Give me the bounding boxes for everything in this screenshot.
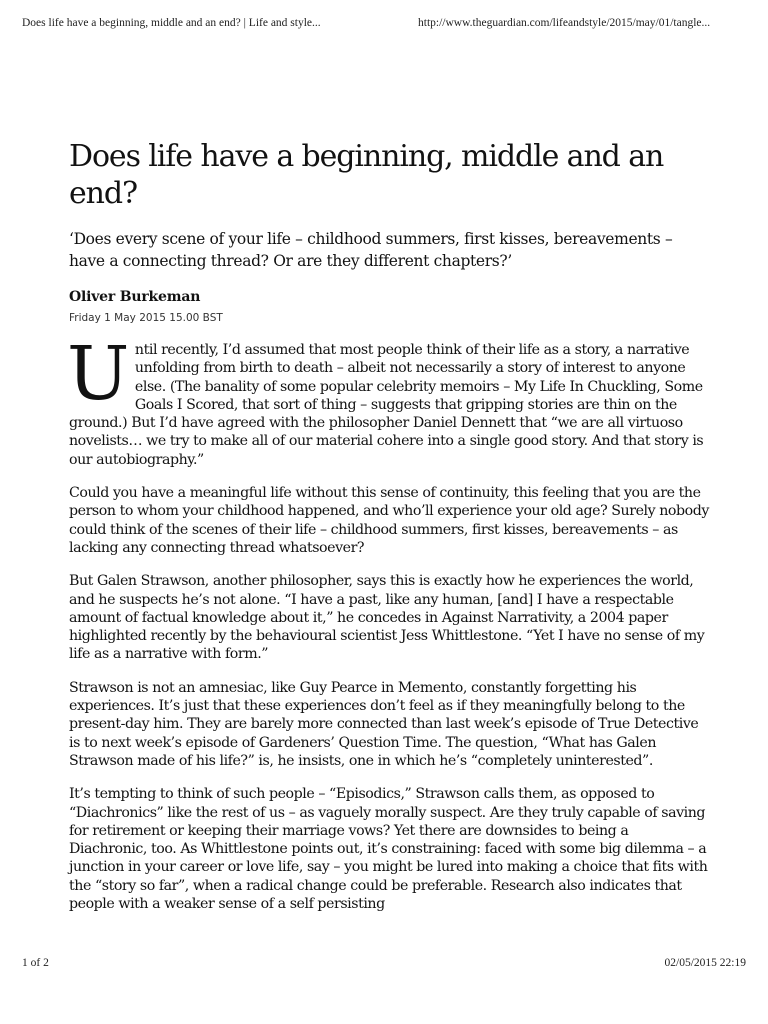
print-timestamp: 02/05/2015 22:19 (664, 957, 746, 969)
print-footer (22, 957, 746, 973)
print-header-url[interactable]: http://www.theguardian.com/lifeandstyle/2015/may/01/tangle... (418, 17, 711, 29)
article-headline: Does life have a beginning, middle and an end? (69, 139, 664, 211)
article-standfirst: ‘Does every scene of your life – childhood summers, first kisses, bereavements – have a connecting thread? Or are they different chapters?’ (69, 230, 673, 270)
print-header-title: Does life have a beginning, middle and an end? | Life and style... (22, 17, 321, 29)
article (69, 138, 709, 928)
body-paragraph-1 (67, 331, 709, 469)
article-dateline: Friday 1 May 2015 15.00 BST (69, 312, 223, 324)
body-paragraph-5: It’s tempting to think of such people – “Episodics,” Strawson calls them, as opposed to “Diachronics” like the rest of us – as vaguely morally suspect. Are they truly capable of saving for retirement or keeping their marriage vows? Yet there are downsides to being a Diachronic, too. As Whittlestone points out, it’s constraining: faced with some big dilemma – a junction in your career or love life, say – you might be lured into making a choice that fits with the “story so far”, when a radical change could be preferable. Research also indicates that people with a weaker sense of a self persisting (69, 786, 708, 913)
page-number: 1 of 2 (22, 957, 49, 969)
body-paragraph-3: But Galen Strawson, another philosopher, says this is exactly how he experiences the world, and he suspects he’s not alone. “I have a past, like any human, [and] I have a respectable amount of factual knowledge about it,” he concedes in Against Narrativity, a 2004 paper highlighted recently by the behavioural scientist Jess Whittlestone. “Yet I have no sense of my life as a narrative with form.” (69, 573, 705, 663)
body-paragraph-2: Could you have a meaningful life without this sense of continuity, this feeling that you are the person to whom your childhood happened, and who’ll experience your old age? Surely nobody could think of the scenes of their life – childhood summers, first kisses, bereavements – as lacking any connecting thread whatsoever? (69, 485, 709, 556)
body-paragraph-1-text: ntil recently, I’d assumed that most people think of their life as a story, a narrative unfolding from birth to death – albeit not necessarily a story of interest to anyone else. (The banality of some popular celebrity memoirs – My Life In Chuckling, Some Goals I Scored, that sort of thing – suggests that gripping stories are thin on the ground.) But I’d have agreed with the philosopher Daniel Dennett that “we are all virtuoso novelists… we try to make all of our material cohere into a single good story. And that story is our autobiography.” (69, 342, 704, 468)
drop-cap: U (67, 331, 129, 417)
print-header (22, 17, 746, 33)
body-paragraph-4: Strawson is not an amnesiac, like Guy Pearce in Memento, constantly forgetting his experiences. It’s just that these experiences don’t feel as if they meaningfully belong to the present-day him. They are barely more connected than last week’s episode of True Detective is to next week’s episode of Gardeners’ Question Time. The question, “What has Galen Strawson made of his life?” is, he insists, one in which he’s “completely uninterested”. (69, 679, 699, 769)
article-byline[interactable]: Oliver Burkeman (69, 289, 201, 305)
article-body (67, 331, 709, 913)
